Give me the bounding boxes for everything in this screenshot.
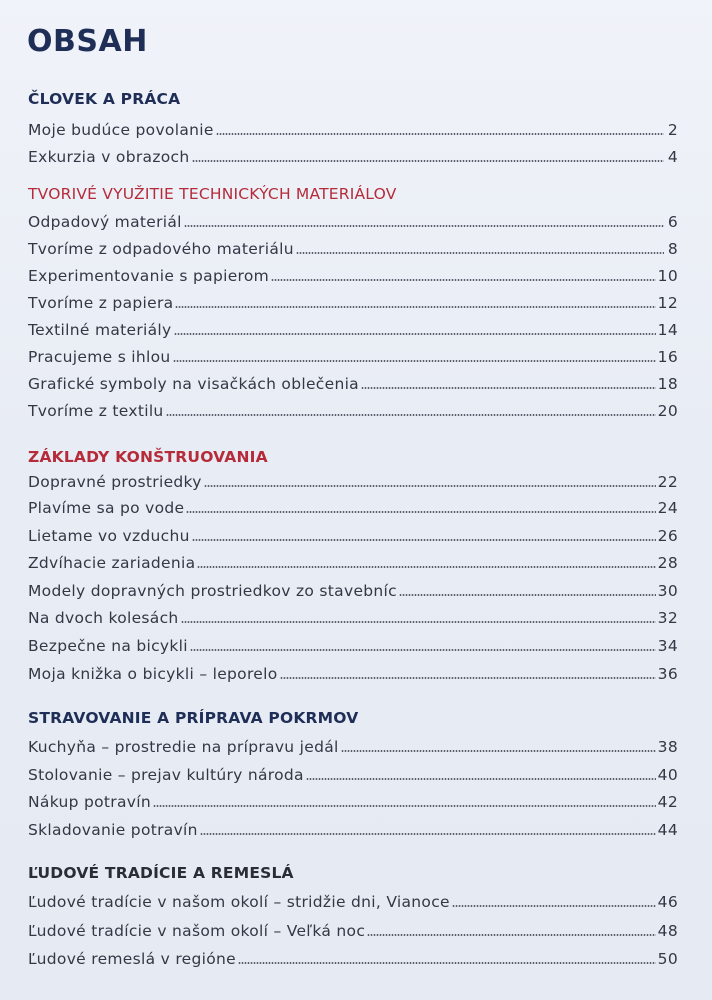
entry-label: Textilné materiály <box>28 321 172 339</box>
entry-page-number: 8 <box>667 240 678 258</box>
entry-label: Zdvíhacie zariadenia <box>28 554 196 572</box>
toc-entry[interactable] <box>28 578 678 600</box>
entry-label: Stolovanie – prejav kultúry národa <box>28 766 304 784</box>
entry-label: Pracujeme s ihlou <box>28 348 171 366</box>
entry-page-number: 6 <box>667 213 678 231</box>
dot-leader <box>399 594 656 596</box>
dot-leader <box>280 677 656 679</box>
entry-page-number: 32 <box>657 609 678 627</box>
dot-leader <box>192 539 656 541</box>
dot-leader <box>204 485 656 487</box>
toc-entry[interactable] <box>28 918 678 940</box>
toc-entry[interactable] <box>28 263 678 285</box>
entry-page-number: 2 <box>667 121 678 139</box>
entry-page-number: 14 <box>657 321 678 339</box>
entry-label: Ľudové tradície v našom okolí – Veľká noc <box>28 922 366 940</box>
dot-leader <box>192 160 665 162</box>
entry-label: Ľudové tradície v našom okolí – stridžie dni, Vianoce <box>28 893 450 911</box>
section-heading: ČLOVEK A PRÁCA <box>28 90 181 108</box>
toc-entry[interactable] <box>28 209 678 231</box>
dot-leader <box>166 414 656 416</box>
entry-page-number: 40 <box>657 766 678 784</box>
toc-entry[interactable] <box>28 762 678 784</box>
entry-page-number: 38 <box>657 738 678 756</box>
entry-page-number: 18 <box>657 375 678 393</box>
entry-label: Plavíme sa po vode <box>28 499 185 517</box>
dot-leader <box>306 778 656 780</box>
dot-leader <box>197 566 655 568</box>
dot-leader <box>186 511 655 513</box>
toc-entry[interactable] <box>28 495 678 517</box>
toc-entry[interactable] <box>28 236 678 258</box>
entry-page-number: 10 <box>657 267 678 285</box>
toc-entry[interactable] <box>28 398 678 420</box>
toc-entry[interactable] <box>28 946 678 968</box>
entry-label: Lietame vo vzduchu <box>28 527 190 545</box>
toc-entry[interactable] <box>28 371 678 393</box>
entry-label: Modely dopravných prostriedkov zo stavebníc <box>28 582 397 600</box>
entry-label: Moja knižka o bicykli – leporelo <box>28 665 278 683</box>
toc-entry[interactable] <box>28 317 678 339</box>
page-title: OBSAH <box>27 24 148 59</box>
dot-leader <box>174 333 656 335</box>
toc-entry[interactable] <box>28 469 678 491</box>
entry-label: Odpadový materiál <box>28 213 182 231</box>
dot-leader <box>200 833 656 835</box>
entry-label: Na dvoch kolesách <box>28 609 179 627</box>
entry-page-number: 4 <box>667 148 678 166</box>
toc-entry[interactable] <box>28 889 678 911</box>
entry-page-number: 22 <box>657 473 678 491</box>
dot-leader <box>271 279 656 281</box>
entry-label: Grafické symboly na visačkách oblečenia <box>28 375 359 393</box>
dot-leader <box>452 905 656 907</box>
dot-leader <box>175 306 655 308</box>
dot-leader <box>238 962 656 964</box>
entry-page-number: 20 <box>657 402 678 420</box>
toc-entry[interactable] <box>28 550 678 572</box>
toc-entry[interactable] <box>28 290 678 312</box>
entry-page-number: 50 <box>657 950 678 968</box>
entry-page-number: 34 <box>657 637 678 655</box>
entry-page-number: 48 <box>657 922 678 940</box>
entry-page-number: 46 <box>657 893 678 911</box>
entry-label: Tvoríme z papiera <box>28 294 174 312</box>
dot-leader <box>190 649 656 651</box>
entry-page-number: 26 <box>657 527 678 545</box>
section-heading: ĽUDOVÉ TRADÍCIE A REMESLÁ <box>28 864 294 882</box>
entry-label: Bezpečne na bicykli <box>28 637 188 655</box>
entry-page-number: 12 <box>657 294 678 312</box>
dot-leader <box>341 750 656 752</box>
section-heading: STRAVOVANIE A PRÍPRAVA POKRMOV <box>28 709 359 727</box>
entry-label: Skladovanie potravín <box>28 821 198 839</box>
dot-leader <box>173 360 656 362</box>
section-heading: TVORIVÉ VYUŽITIE TECHNICKÝCH MATERIÁLOV <box>28 185 397 203</box>
dot-leader <box>296 252 664 254</box>
section-heading: ZÁKLADY KONŠTRUOVANIA <box>28 448 268 466</box>
toc-entry[interactable] <box>28 734 678 756</box>
entry-label: Moje budúce povolanie <box>28 121 214 139</box>
entry-page-number: 30 <box>657 582 678 600</box>
dot-leader <box>184 225 664 227</box>
entry-label: Experimentovanie s papierom <box>28 267 270 285</box>
toc-entry[interactable] <box>28 789 678 811</box>
entry-page-number: 44 <box>657 821 678 839</box>
entry-label: Nákup potravín <box>28 793 151 811</box>
entry-label: Dopravné prostriedky <box>28 473 202 491</box>
entry-page-number: 28 <box>657 554 678 572</box>
entry-page-number: 36 <box>657 665 678 683</box>
toc-entry[interactable] <box>28 117 678 139</box>
entry-label: Ľudové remeslá v regióne <box>28 950 237 968</box>
toc-entry[interactable] <box>28 817 678 839</box>
toc-entry[interactable] <box>28 661 678 683</box>
entry-label: Kuchyňa – prostredie na prípravu jedál <box>28 738 339 756</box>
dot-leader <box>216 133 664 135</box>
dot-leader <box>153 805 656 807</box>
entry-label: Exkurzia v obrazoch <box>28 148 190 166</box>
toc-entry[interactable] <box>28 523 678 545</box>
entry-label: Tvoríme z odpadového materiálu <box>28 240 294 258</box>
entry-page-number: 16 <box>657 348 678 366</box>
dot-leader <box>367 934 656 936</box>
toc-entry[interactable] <box>28 144 678 166</box>
dot-leader <box>181 621 656 623</box>
toc-entry[interactable] <box>28 633 678 655</box>
entry-page-number: 24 <box>657 499 678 517</box>
toc-entry[interactable] <box>28 605 678 627</box>
entry-page-number: 42 <box>657 793 678 811</box>
entry-label: Tvoríme z textilu <box>28 402 164 420</box>
dot-leader <box>361 387 656 389</box>
toc-entry[interactable] <box>28 344 678 366</box>
